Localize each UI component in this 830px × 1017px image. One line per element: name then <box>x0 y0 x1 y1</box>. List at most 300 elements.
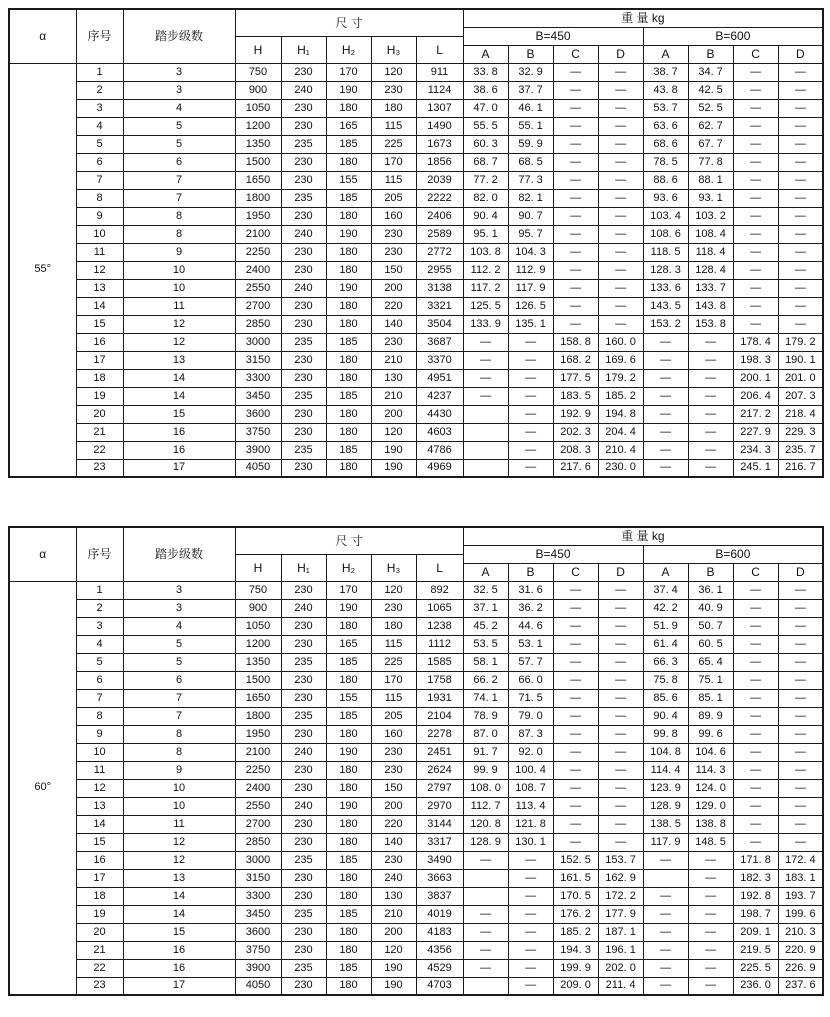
cell: 230 <box>281 315 326 333</box>
cell: — <box>553 707 598 725</box>
cell: — <box>553 153 598 171</box>
cell: 4703 <box>416 977 463 995</box>
cell: 218. 4 <box>778 405 823 423</box>
cell: 2700 <box>235 297 281 315</box>
cell: — <box>643 923 688 941</box>
cell: — <box>733 617 778 635</box>
cell: — <box>598 689 643 707</box>
cell: — <box>553 279 598 297</box>
cell: — <box>688 387 733 405</box>
cell: 172. 4 <box>778 851 823 869</box>
cell: 46. 1 <box>508 99 553 117</box>
cell: 77. 2 <box>463 171 508 189</box>
col-header-H2: H₂ <box>326 36 371 63</box>
cell: 68. 7 <box>463 153 508 171</box>
cell: 237. 6 <box>778 977 823 995</box>
col-header-serial: 序号 <box>76 9 123 63</box>
cell: 158. 8 <box>553 333 598 351</box>
cell: 230 <box>281 887 326 905</box>
cell: 16 <box>123 441 235 459</box>
cell: 68. 6 <box>643 135 688 153</box>
cell: 7 <box>123 189 235 207</box>
cell: 112. 7 <box>463 797 508 815</box>
cell: 95. 1 <box>463 225 508 243</box>
cell: 1585 <box>416 653 463 671</box>
cell: 12 <box>123 333 235 351</box>
col-header-b600-D: D <box>778 45 823 63</box>
cell: 180 <box>326 459 371 477</box>
cell: 185 <box>326 959 371 977</box>
cell: 1950 <box>235 207 281 225</box>
cell: — <box>778 797 823 815</box>
cell: — <box>733 815 778 833</box>
cell: — <box>733 261 778 279</box>
cell: 10 <box>123 279 235 297</box>
table-row <box>9 923 823 941</box>
cell: 180 <box>326 153 371 171</box>
cell: — <box>733 635 778 653</box>
cell: — <box>598 581 643 599</box>
cell: 8 <box>123 725 235 743</box>
cell: 16 <box>123 959 235 977</box>
serial-cell: 10 <box>76 225 123 243</box>
cell: 196. 1 <box>598 941 643 959</box>
cell: 235 <box>281 653 326 671</box>
cell: 61. 4 <box>643 635 688 653</box>
cell: — <box>778 599 823 617</box>
cell: 207. 3 <box>778 387 823 405</box>
cell: 130 <box>371 369 416 387</box>
cell: 230 <box>281 941 326 959</box>
col-header-H1: H₁ <box>281 554 326 581</box>
cell: 1500 <box>235 153 281 171</box>
cell: 180 <box>326 261 371 279</box>
cell: 230 <box>371 81 416 99</box>
cell: 180 <box>326 977 371 995</box>
cell: 1931 <box>416 689 463 707</box>
cell: — <box>778 225 823 243</box>
cell: — <box>733 707 778 725</box>
spec-table-body-0 <box>9 63 823 477</box>
cell: 120 <box>371 581 416 599</box>
cell: — <box>778 653 823 671</box>
cell: 1758 <box>416 671 463 689</box>
cell: — <box>463 959 508 977</box>
cell: 2772 <box>416 243 463 261</box>
cell: 36. 1 <box>688 581 733 599</box>
cell: — <box>733 779 778 797</box>
cell: — <box>553 81 598 99</box>
cell: — <box>598 761 643 779</box>
cell: 230 <box>281 153 326 171</box>
cell: 13 <box>123 869 235 887</box>
table-row <box>9 315 823 333</box>
col-header-alpha: α <box>9 527 76 581</box>
cell: 170 <box>371 671 416 689</box>
cell: — <box>688 869 733 887</box>
cell: 194. 8 <box>598 405 643 423</box>
cell: — <box>688 369 733 387</box>
cell: 240 <box>371 869 416 887</box>
cell: — <box>778 189 823 207</box>
cell: 1065 <box>416 599 463 617</box>
cell: — <box>508 351 553 369</box>
cell: 65. 4 <box>688 653 733 671</box>
cell: 138. 8 <box>688 815 733 833</box>
cell: 88. 1 <box>688 171 733 189</box>
cell: 4603 <box>416 423 463 441</box>
cell: 165 <box>326 117 371 135</box>
cell: — <box>508 887 553 905</box>
cell: — <box>553 225 598 243</box>
serial-cell: 5 <box>76 135 123 153</box>
cell: — <box>508 387 553 405</box>
cell: — <box>463 851 508 869</box>
cell: 204. 4 <box>598 423 643 441</box>
cell: 117. 9 <box>643 833 688 851</box>
cell: 201. 0 <box>778 369 823 387</box>
serial-cell: 9 <box>76 725 123 743</box>
cell: 240 <box>281 599 326 617</box>
cell: — <box>778 153 823 171</box>
cell: 11 <box>123 297 235 315</box>
cell: 3750 <box>235 423 281 441</box>
cell: 71. 5 <box>508 689 553 707</box>
cell: 89. 9 <box>688 707 733 725</box>
cell: 190 <box>326 743 371 761</box>
serial-cell: 11 <box>76 761 123 779</box>
table-row <box>9 869 823 887</box>
cell: — <box>733 99 778 117</box>
cell: 230 <box>281 261 326 279</box>
table-row <box>9 279 823 297</box>
cell: — <box>733 63 778 81</box>
cell: 230 <box>371 333 416 351</box>
cell <box>463 441 508 459</box>
cell: 202. 0 <box>598 959 643 977</box>
cell: 230 <box>281 171 326 189</box>
cell: 14 <box>123 905 235 923</box>
col-header-L: L <box>416 554 463 581</box>
cell: 209. 0 <box>553 977 598 995</box>
cell: 190 <box>371 977 416 995</box>
cell: 74. 1 <box>463 689 508 707</box>
cell: 199. 9 <box>553 959 598 977</box>
cell: — <box>463 923 508 941</box>
cell: 1238 <box>416 617 463 635</box>
cell: 57. 7 <box>508 653 553 671</box>
cell: 53. 5 <box>463 635 508 653</box>
cell: 192. 9 <box>553 405 598 423</box>
cell: 180 <box>326 297 371 315</box>
cell: 3 <box>123 599 235 617</box>
cell: 77. 3 <box>508 171 553 189</box>
cell: 32. 5 <box>463 581 508 599</box>
cell: 3317 <box>416 833 463 851</box>
cell: 160 <box>371 725 416 743</box>
cell: 108. 0 <box>463 779 508 797</box>
cell: 14 <box>123 887 235 905</box>
table-row <box>9 243 823 261</box>
cell: 230. 0 <box>598 459 643 477</box>
cell: — <box>598 779 643 797</box>
cell: 140 <box>371 315 416 333</box>
cell: — <box>598 671 643 689</box>
cell <box>463 887 508 905</box>
cell: 190 <box>326 225 371 243</box>
cell: 2797 <box>416 779 463 797</box>
cell: 93. 1 <box>688 189 733 207</box>
serial-cell: 16 <box>76 333 123 351</box>
cell: — <box>598 63 643 81</box>
serial-cell: 8 <box>76 189 123 207</box>
cell: 115 <box>371 117 416 135</box>
serial-cell: 22 <box>76 959 123 977</box>
cell: 3663 <box>416 869 463 887</box>
table-row <box>9 581 823 599</box>
cell: — <box>598 207 643 225</box>
cell: 185 <box>326 333 371 351</box>
cell: — <box>778 315 823 333</box>
cell: 4951 <box>416 369 463 387</box>
cell: 108. 4 <box>688 225 733 243</box>
cell: 210 <box>371 387 416 405</box>
cell: 133. 6 <box>643 279 688 297</box>
col-header-b600-B: B <box>688 45 733 63</box>
cell: 15 <box>123 923 235 941</box>
cell: 2624 <box>416 761 463 779</box>
cell: 240 <box>281 225 326 243</box>
cell: 32. 9 <box>508 63 553 81</box>
cell: 14 <box>123 369 235 387</box>
cell: 235 <box>281 959 326 977</box>
cell: 120 <box>371 941 416 959</box>
cell: 153. 8 <box>688 315 733 333</box>
cell: 180 <box>326 761 371 779</box>
cell: 177. 9 <box>598 905 643 923</box>
cell: 230 <box>281 833 326 851</box>
serial-cell: 11 <box>76 243 123 261</box>
cell: 153. 7 <box>598 851 643 869</box>
col-header-b450-C: C <box>553 563 598 581</box>
cell: 183. 1 <box>778 869 823 887</box>
cell: 38. 7 <box>643 63 688 81</box>
cell: — <box>733 171 778 189</box>
cell: 180 <box>371 617 416 635</box>
cell: 182. 3 <box>733 869 778 887</box>
cell: 235 <box>281 905 326 923</box>
cell: 4 <box>123 617 235 635</box>
cell: — <box>553 171 598 189</box>
serial-cell: 18 <box>76 887 123 905</box>
cell: 162. 9 <box>598 869 643 887</box>
cell: 91. 7 <box>463 743 508 761</box>
cell: 90. 4 <box>643 707 688 725</box>
cell: 67. 7 <box>688 135 733 153</box>
table-row <box>9 797 823 815</box>
cell: 38. 6 <box>463 81 508 99</box>
cell: 85. 1 <box>688 689 733 707</box>
cell: 230 <box>371 851 416 869</box>
cell: 1490 <box>416 117 463 135</box>
serial-cell: 10 <box>76 743 123 761</box>
cell: 2451 <box>416 743 463 761</box>
cell: — <box>508 923 553 941</box>
cell: — <box>598 189 643 207</box>
cell: 194. 3 <box>553 941 598 959</box>
cell: — <box>553 635 598 653</box>
cell: 211. 4 <box>598 977 643 995</box>
alpha-value: 55° <box>9 63 76 477</box>
table-row <box>9 135 823 153</box>
cell: — <box>643 441 688 459</box>
cell: 50. 7 <box>688 617 733 635</box>
cell: 8 <box>123 225 235 243</box>
cell: 113. 4 <box>508 797 553 815</box>
cell: — <box>463 351 508 369</box>
cell: 2589 <box>416 225 463 243</box>
cell: — <box>688 905 733 923</box>
cell: 161. 5 <box>553 869 598 887</box>
cell: 3490 <box>416 851 463 869</box>
cell: 90. 4 <box>463 207 508 225</box>
cell: 230 <box>281 635 326 653</box>
cell: 240 <box>281 797 326 815</box>
cell: 120 <box>371 423 416 441</box>
cell: 226. 9 <box>778 959 823 977</box>
cell: 104. 3 <box>508 243 553 261</box>
cell: 2850 <box>235 315 281 333</box>
cell: 1673 <box>416 135 463 153</box>
serial-cell: 7 <box>76 171 123 189</box>
cell: — <box>598 135 643 153</box>
cell: — <box>733 725 778 743</box>
cell: 75. 1 <box>688 671 733 689</box>
serial-cell: 20 <box>76 405 123 423</box>
cell: — <box>553 797 598 815</box>
cell: 230 <box>371 761 416 779</box>
serial-cell: 9 <box>76 207 123 225</box>
cell: 120. 8 <box>463 815 508 833</box>
cell: — <box>688 959 733 977</box>
cell: 17 <box>123 977 235 995</box>
cell: 2955 <box>416 261 463 279</box>
cell: 99. 9 <box>463 761 508 779</box>
cell: 114. 3 <box>688 761 733 779</box>
cell: — <box>643 977 688 995</box>
cell: — <box>643 959 688 977</box>
cell: 10 <box>123 779 235 797</box>
cell: 235. 7 <box>778 441 823 459</box>
cell: 185 <box>326 189 371 207</box>
cell: 17 <box>123 459 235 477</box>
cell: 200 <box>371 405 416 423</box>
cell <box>463 869 508 887</box>
serial-cell: 14 <box>76 815 123 833</box>
serial-cell: 2 <box>76 81 123 99</box>
cell: — <box>688 459 733 477</box>
cell: — <box>508 369 553 387</box>
cell: — <box>733 297 778 315</box>
cell: 235 <box>281 707 326 725</box>
cell: 135. 1 <box>508 315 553 333</box>
table-row <box>9 171 823 189</box>
cell: 180 <box>326 405 371 423</box>
cell: 1112 <box>416 635 463 653</box>
col-header-H3: H₃ <box>371 36 416 63</box>
cell: 180 <box>326 99 371 117</box>
cell: 3300 <box>235 887 281 905</box>
cell: 5 <box>123 117 235 135</box>
cell: 230 <box>281 423 326 441</box>
cell: 1307 <box>416 99 463 117</box>
cell: 5 <box>123 653 235 671</box>
cell: 225 <box>371 653 416 671</box>
cell: 170 <box>371 153 416 171</box>
cell: 150 <box>371 261 416 279</box>
col-header-L: L <box>416 36 463 63</box>
cell: — <box>553 689 598 707</box>
cell: 230 <box>371 599 416 617</box>
cell: 36. 2 <box>508 599 553 617</box>
table-row <box>9 905 823 923</box>
cell: — <box>598 243 643 261</box>
cell: 115 <box>371 635 416 653</box>
col-header-b600-C: C <box>733 563 778 581</box>
cell: — <box>778 63 823 81</box>
serial-cell: 5 <box>76 653 123 671</box>
cell: 180 <box>326 315 371 333</box>
cell: 900 <box>235 81 281 99</box>
cell: — <box>553 761 598 779</box>
cell: — <box>553 653 598 671</box>
cell: 2104 <box>416 707 463 725</box>
cell: 43. 8 <box>643 81 688 99</box>
serial-cell: 12 <box>76 261 123 279</box>
serial-cell: 7 <box>76 689 123 707</box>
table-row <box>9 333 823 351</box>
cell: 235 <box>281 333 326 351</box>
cell: — <box>778 779 823 797</box>
cell: 4050 <box>235 977 281 995</box>
cell: — <box>643 387 688 405</box>
cell: — <box>598 617 643 635</box>
cell: 230 <box>281 617 326 635</box>
cell: 2406 <box>416 207 463 225</box>
cell: — <box>688 977 733 995</box>
cell: 190 <box>326 81 371 99</box>
cell: — <box>598 315 643 333</box>
cell: — <box>598 117 643 135</box>
cell: — <box>508 941 553 959</box>
cell: 8 <box>123 743 235 761</box>
cell: 3144 <box>416 815 463 833</box>
cell: — <box>508 459 553 477</box>
cell: — <box>643 905 688 923</box>
cell: 114. 4 <box>643 761 688 779</box>
cell: 2850 <box>235 833 281 851</box>
cell: — <box>778 635 823 653</box>
cell: 220 <box>371 815 416 833</box>
cell: 16 <box>123 941 235 959</box>
cell: 1200 <box>235 635 281 653</box>
cell: — <box>778 279 823 297</box>
cell: 2039 <box>416 171 463 189</box>
cell: 128. 3 <box>643 261 688 279</box>
cell: — <box>598 225 643 243</box>
cell: — <box>553 99 598 117</box>
cell: — <box>643 887 688 905</box>
